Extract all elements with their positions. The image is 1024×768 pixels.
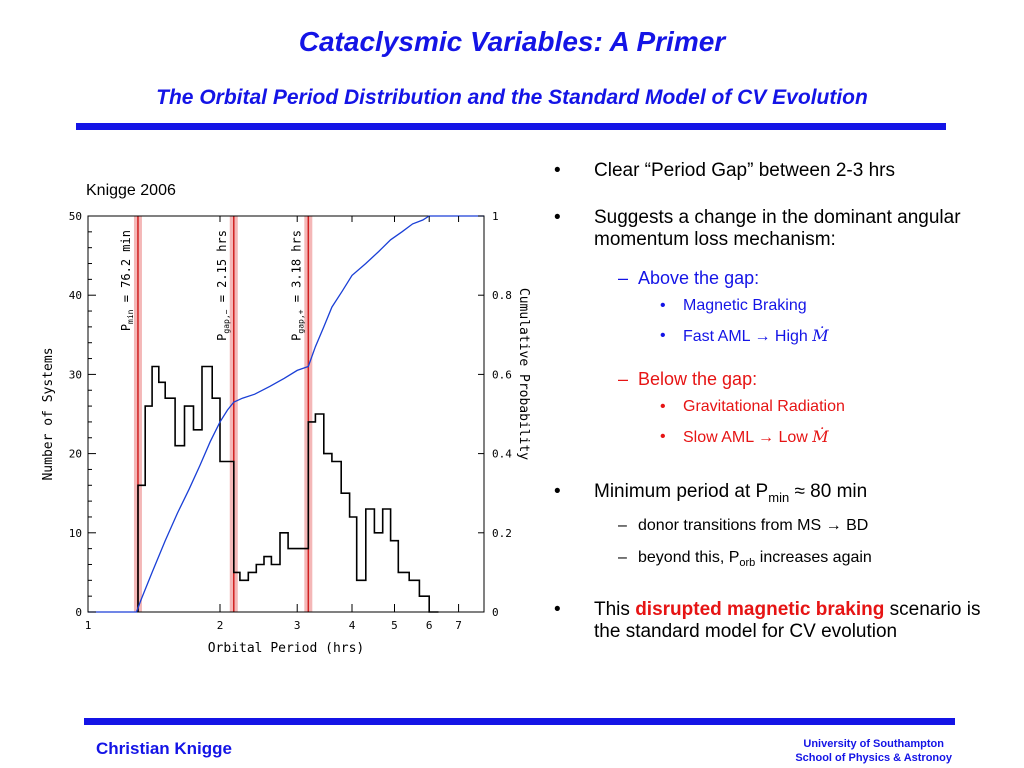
bullet-list bbox=[548, 160, 988, 643]
x-tick-label-6: 7 bbox=[455, 619, 462, 632]
arrow-right-icon: → bbox=[758, 429, 774, 446]
above-item-fast-aml: • Fast AML → High Ṁ bbox=[660, 326, 829, 345]
x-tick-label-4: 5 bbox=[391, 619, 398, 632]
final-suffix: scenario is the standard model for CV evolution bbox=[594, 598, 981, 642]
bullet-standard-model: • This disrupted magnetic braking scenario is the standard model for CV evolution bbox=[554, 598, 981, 642]
min-item-donor: – donor transitions from MS → BD bbox=[618, 516, 869, 534]
below-item-slow-aml: • Slow AML → Low Ṁ bbox=[660, 427, 829, 446]
donor-text: donor transitions from MS bbox=[638, 516, 822, 534]
y-tick-label-2: 20 bbox=[68, 447, 82, 461]
header-rule bbox=[76, 123, 946, 130]
above-gap-label: Above the gap: bbox=[638, 268, 760, 288]
bullet-suggests: • Suggests a change in the dominant angular momentum loss mechanism: bbox=[554, 207, 961, 250]
below-item-grav-radiation: • Gravitational Radiation bbox=[660, 398, 845, 415]
y-tick-label-3: 30 bbox=[68, 368, 82, 382]
bd-text: BD bbox=[846, 516, 869, 534]
y2-tick-label-5: 1 bbox=[492, 210, 499, 223]
y-tick-label-4: 40 bbox=[68, 289, 82, 303]
above-item-magnetic-braking: • Magnetic Braking bbox=[660, 297, 807, 314]
orb-sub: orb bbox=[739, 556, 756, 569]
plot-frame bbox=[88, 216, 484, 612]
beyond-prefix: beyond this, P bbox=[638, 548, 740, 566]
footer-school: School of Physics & Astronoy bbox=[795, 752, 952, 764]
bullet-period-gap: • Clear “Period Gap” between 2-3 hrs bbox=[554, 160, 895, 181]
fast-aml-text: Fast AML bbox=[683, 328, 750, 345]
footer-author: Christian Knigge bbox=[96, 739, 233, 758]
y-axis-label: Number of Systems bbox=[41, 347, 56, 481]
x-tick-label-2: 3 bbox=[293, 619, 301, 632]
bullet-minimum-period: • Minimum period at $P_{min} \approx 80$ min bbox=[554, 481, 868, 505]
footer-institution bbox=[795, 737, 952, 765]
min-item-beyond: – beyond this, $P_{orb}$ increases again bbox=[618, 548, 872, 569]
marker-label-0: $P_{min} = 76.2$ min bbox=[118, 230, 135, 332]
footer-university: University of Southampton bbox=[803, 738, 944, 750]
cumulative-series bbox=[88, 216, 484, 612]
arrow-right-icon: → bbox=[754, 328, 771, 345]
y2-tick-label-2: 0.4 bbox=[492, 447, 512, 461]
final-highlight: disrupted magnetic braking bbox=[635, 598, 885, 620]
bullet-period-gap-text: Clear “Period Gap” between 2-3 hrs bbox=[594, 160, 895, 181]
mdot-symbol: Ṁ bbox=[812, 326, 829, 345]
final-prefix: This bbox=[594, 598, 636, 620]
sub-below-gap: – Below the gap: bbox=[618, 369, 758, 389]
x-tick-label-5: 6 bbox=[425, 619, 433, 632]
arrow-right-icon: → bbox=[825, 516, 842, 534]
min-prefix: Minimum period at P bbox=[594, 481, 769, 502]
min-sub: min bbox=[768, 489, 790, 505]
below-gap-label: Below the gap: bbox=[638, 369, 758, 389]
slide-subtitle: The Orbital Period Distribution and the Standard Model of CV Evolution bbox=[156, 86, 868, 109]
y2-tick-label-4: 0.8 bbox=[492, 289, 512, 303]
sub-above-gap: – Above the gap: bbox=[618, 268, 760, 288]
y-tick-label-1: 10 bbox=[68, 526, 82, 540]
mdot-symbol: Ṁ bbox=[812, 427, 829, 446]
footer-rule bbox=[84, 718, 955, 725]
histogram-series bbox=[138, 367, 439, 613]
y2-axis-label: Cumulative Probability bbox=[516, 287, 531, 461]
slide-title: Cataclysmic Variables: A Primer bbox=[298, 26, 726, 57]
high-text: High bbox=[774, 328, 808, 345]
y-tick-label-5: 50 bbox=[68, 210, 82, 223]
x-tick-label-0: 1 bbox=[84, 619, 92, 632]
beyond-suffix: increases again bbox=[755, 548, 872, 566]
min-suffix: ≈ 80 min bbox=[789, 481, 868, 502]
low-text: Low bbox=[778, 429, 808, 446]
y2-tick-label-1: 0.2 bbox=[492, 526, 512, 540]
bullet-suggests-text: Suggests a change in the dominant angular momentum loss mechanism: bbox=[594, 207, 961, 250]
below-item-text: Gravitational Radiation bbox=[683, 398, 845, 415]
above-item-text: Magnetic Braking bbox=[683, 297, 807, 314]
slow-aml-text: Slow AML bbox=[683, 429, 754, 446]
marker-label-1: $P_{gap,-} = 2.15$ hrs bbox=[214, 230, 231, 341]
x-axis-label: Orbital Period (hrs) bbox=[207, 641, 365, 656]
y2-tick-label-3: 0.6 bbox=[492, 368, 512, 382]
y-tick-label-0: 0 bbox=[75, 606, 82, 619]
y2-tick-label-0: 0 bbox=[492, 606, 499, 619]
marker-label-2: $P_{gap,+} = 3.18$ hrs bbox=[289, 230, 306, 341]
x-tick-label-3: 4 bbox=[348, 619, 356, 632]
x-tick-label-1: 2 bbox=[216, 619, 224, 632]
figure-credit: Knigge 2006 bbox=[86, 182, 176, 199]
period-distribution-chart bbox=[36, 204, 536, 664]
